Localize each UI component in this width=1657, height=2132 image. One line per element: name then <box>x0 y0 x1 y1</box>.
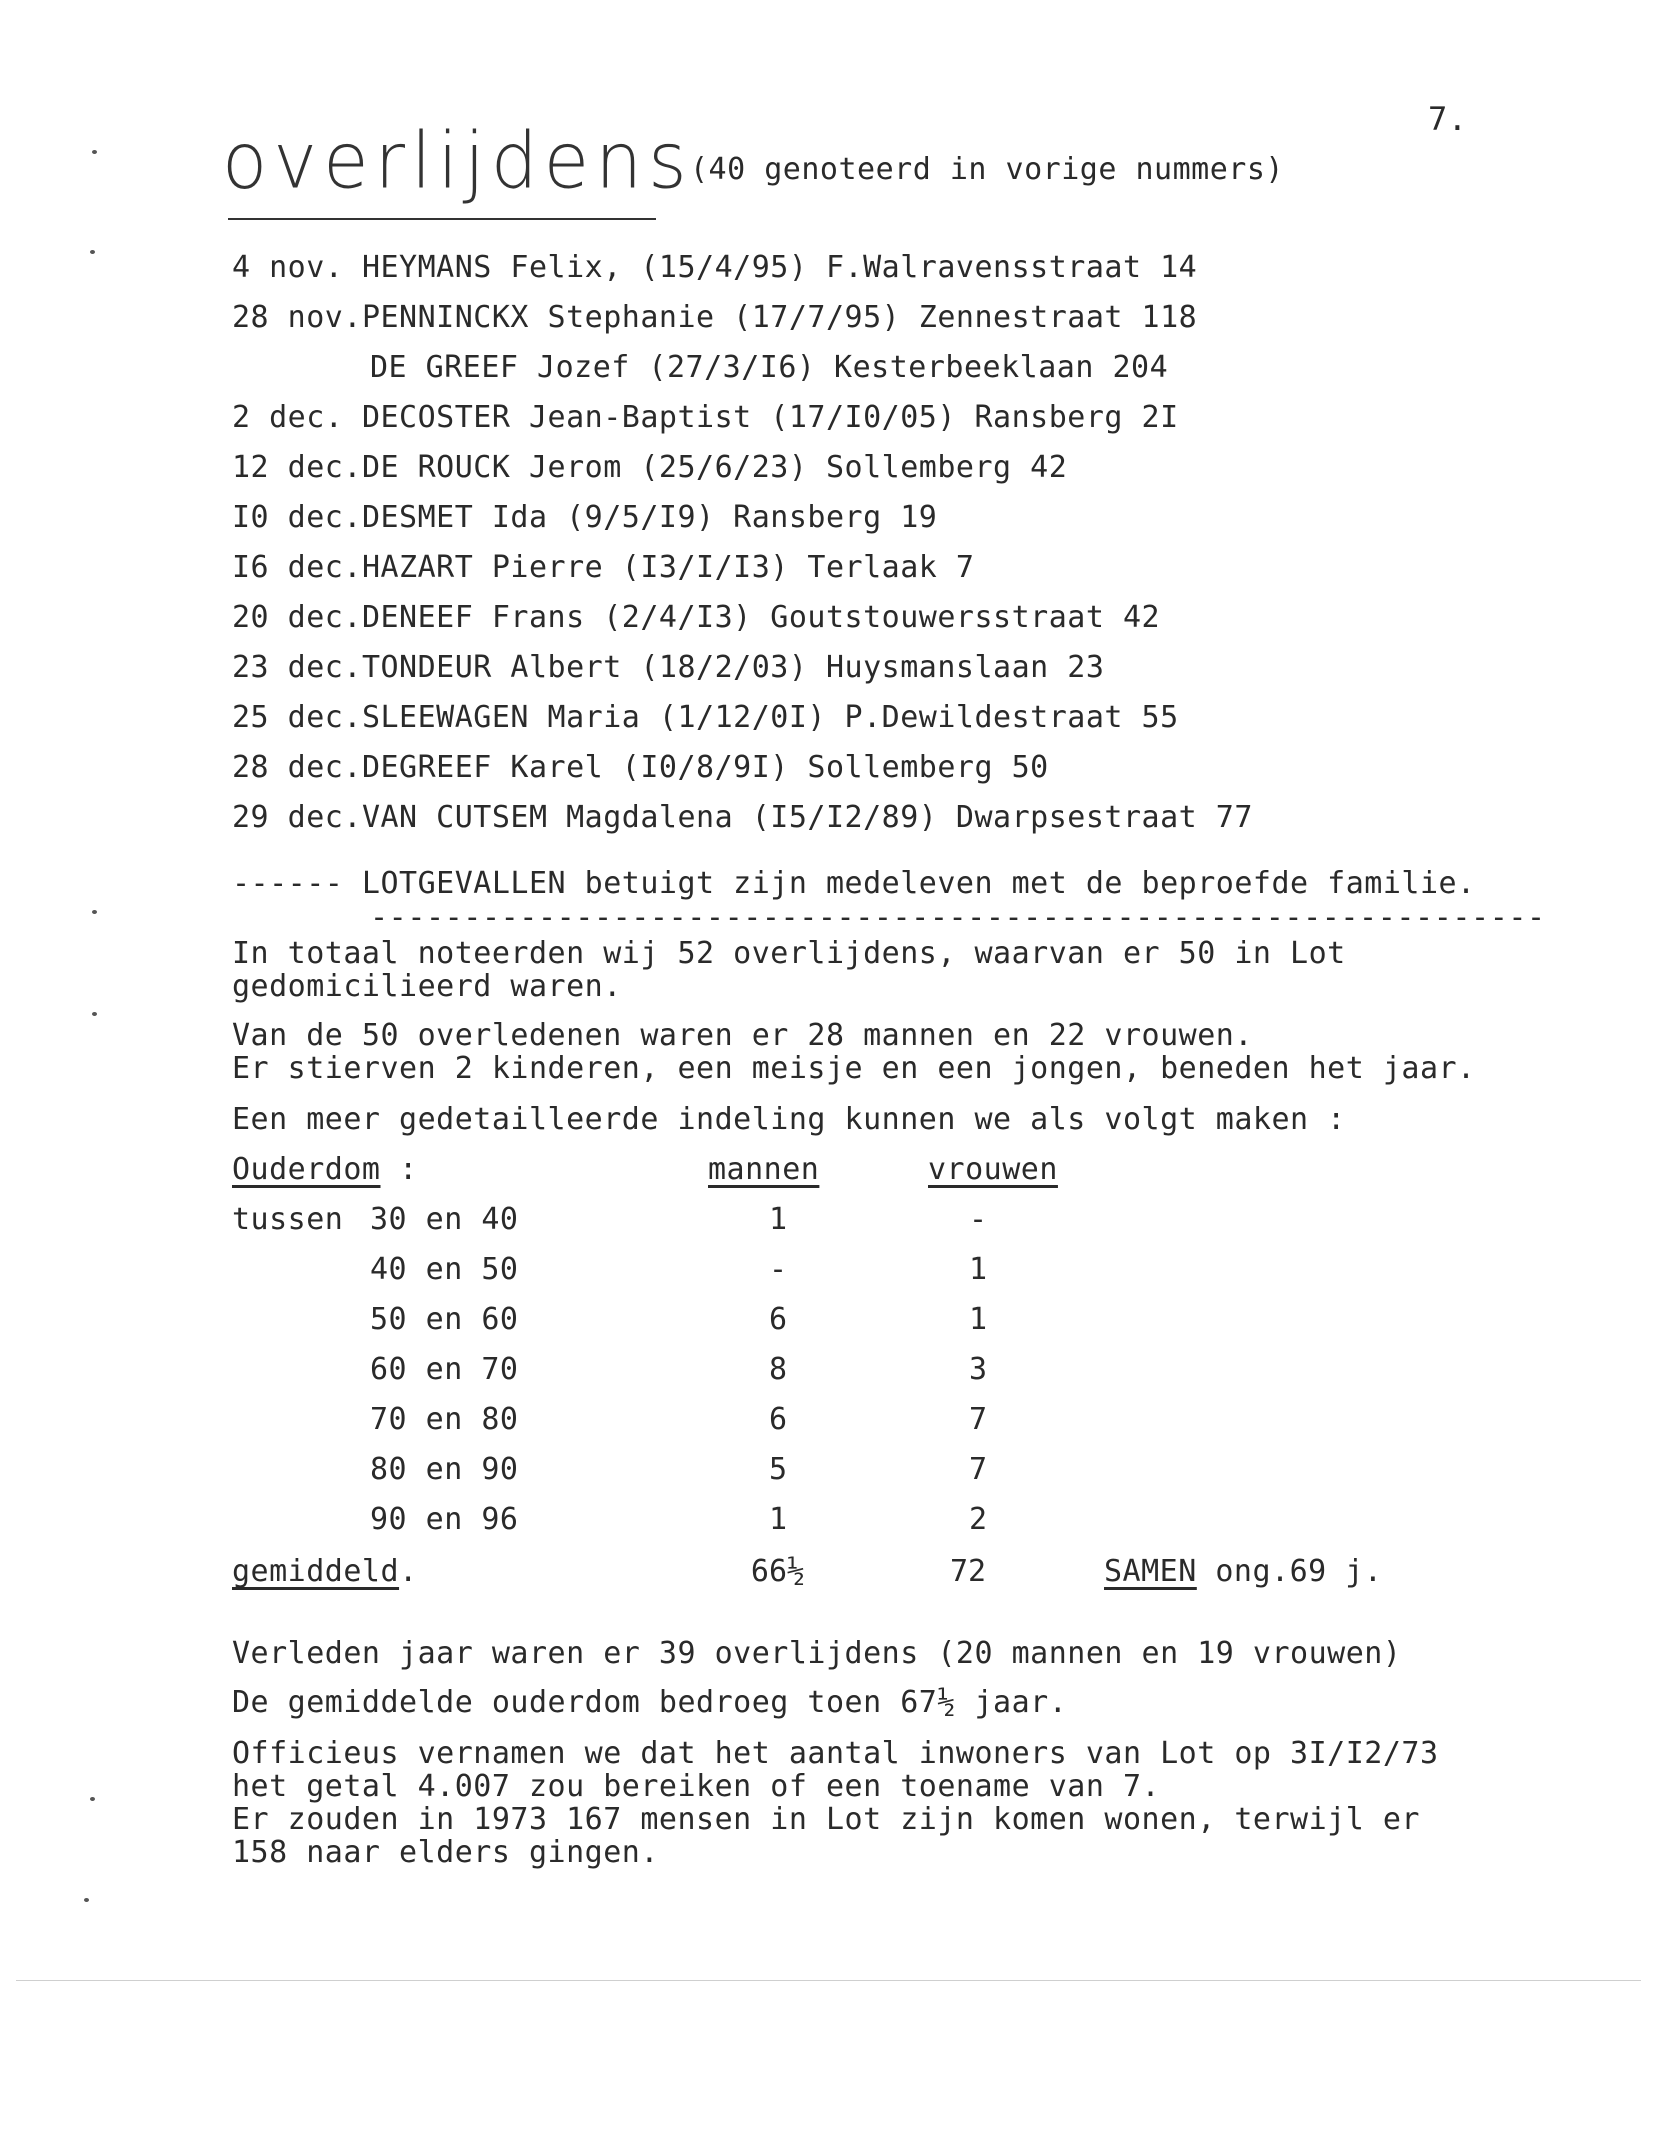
list-item <box>232 700 1179 735</box>
entry-text: DECOSTER Jean-Baptist (17/I0/05) Ransberg 2I <box>361 400 1179 435</box>
average-label: gemiddeld. <box>232 1554 418 1589</box>
entry-date: 4 nov. <box>232 250 344 285</box>
entry-text: HAZART Pierre (I3/I/I3) Terlaak 7 <box>361 550 975 585</box>
age-prefix: tussen <box>232 1202 344 1237</box>
list-item <box>232 500 937 535</box>
dashed-divider: --------------------------------------------------------------- <box>370 900 1546 935</box>
list-item <box>232 250 1197 285</box>
entry-text: DE ROUCK Jerom (25/6/23) Sollemberg 42 <box>361 450 1068 485</box>
entry-text: DE GREEF Jozef (27/3/I6) Kesterbeeklaan 204 <box>370 350 1169 385</box>
age-range: 40 en 50 <box>370 1252 519 1287</box>
scan-speck <box>90 1797 95 1801</box>
scan-speck <box>84 1898 89 1902</box>
entry-date: 28 dec. <box>232 750 362 785</box>
list-item <box>232 400 1179 435</box>
entry-date: 12 dec. <box>232 450 362 485</box>
women-count: 1 <box>968 1302 988 1337</box>
average-men: 66½ <box>750 1554 806 1589</box>
men-count: 6 <box>768 1302 788 1337</box>
men-count: 1 <box>768 1202 788 1237</box>
men-count: 6 <box>768 1402 788 1437</box>
age-range: 90 en 96 <box>370 1502 519 1537</box>
women-count: 1 <box>968 1252 988 1287</box>
entry-text: PENNINCKX Stephanie (17/7/95) Zennestraat 118 <box>361 300 1198 335</box>
age-range: 70 en 80 <box>370 1402 519 1437</box>
entry-text: DENEEF Frans (2/4/I3) Goutstouwersstraat 42 <box>361 600 1161 635</box>
entry-date: 2 dec. <box>232 400 344 435</box>
list-item <box>232 800 1253 835</box>
title-underline <box>228 218 656 220</box>
age-range: 80 en 90 <box>370 1452 519 1487</box>
entry-text: TONDEUR Albert (18/2/03) Huysmanslaan 23 <box>361 650 1105 685</box>
entry-date: 20 dec. <box>232 600 362 635</box>
average-age-text: De gemiddelde ouderdom bedroeg toen 67½ jaar. <box>232 1685 1068 1720</box>
summary-gender-line-1: Van de 50 overledenen waren er 28 mannen en 22 vrouwen. <box>232 1018 1253 1053</box>
women-count: - <box>968 1202 988 1237</box>
entry-date: 29 dec. <box>232 800 362 835</box>
women-count: 7 <box>968 1402 988 1437</box>
men-column-header: mannen <box>708 1152 820 1187</box>
entry-date: 28 nov. <box>232 300 362 335</box>
men-count: 8 <box>768 1352 788 1387</box>
age-range: 50 en 60 <box>370 1302 519 1337</box>
women-count: 3 <box>968 1352 988 1387</box>
women-count: 7 <box>968 1452 988 1487</box>
summary-total-line-1: In totaal noteerden wij 52 overlijdens, waarvan er 50 in Lot <box>232 936 1346 971</box>
entry-date: 25 dec. <box>232 700 362 735</box>
scan-speck <box>92 910 97 914</box>
list-item <box>232 300 1197 335</box>
page-subtitle: (40 genoteerd in vorige nummers) <box>690 152 1284 187</box>
entry-text: DEGREEF Karel (I0/8/9I) Sollemberg 50 <box>361 750 1049 785</box>
list-item <box>232 450 1067 485</box>
list-item <box>232 550 974 585</box>
age-column-header: Ouderdom : <box>232 1152 418 1187</box>
men-count: 5 <box>768 1452 788 1487</box>
entry-date: 23 dec. <box>232 650 362 685</box>
men-count: - <box>768 1252 788 1287</box>
population-line-3: Er zouden in 1973 167 mensen in Lot zijn komen wonen, terwijl er <box>232 1802 1420 1837</box>
scan-edge-line <box>16 1980 1641 1981</box>
age-range: 60 en 70 <box>370 1352 519 1387</box>
page-number: 7. <box>1428 100 1468 138</box>
men-count: 1 <box>768 1502 788 1537</box>
summary-gender-line-2: Er stierven 2 kinderen, een meisje en een jongen, beneden het jaar. <box>232 1051 1476 1086</box>
last-year-text: Verleden jaar waren er 39 overlijdens (20 mannen en 19 vrouwen) <box>232 1636 1402 1671</box>
average-women: 72 <box>949 1554 987 1589</box>
summary-total-line-2: gedomicilieerd waren. <box>232 969 622 1004</box>
list-item <box>232 750 1049 785</box>
entry-date: I6 dec. <box>232 550 362 585</box>
women-column-header: vrouwen <box>928 1152 1058 1187</box>
women-count: 2 <box>968 1502 988 1537</box>
population-line-4: 158 naar elders gingen. <box>232 1835 659 1870</box>
condolence-note: ------ LOTGEVALLEN betuigt zijn medeleven met de beproefde familie. <box>232 866 1476 901</box>
population-line-2: het getal 4.007 zou bereiken of een toename van 7. <box>232 1769 1161 1804</box>
list-item <box>370 350 1168 385</box>
scan-speck <box>92 1012 97 1016</box>
average-total: SAMEN ong.69 j. <box>1104 1554 1383 1589</box>
entry-text: HEYMANS Felix, (15/4/95) F.Walravensstraat 14 <box>361 250 1198 285</box>
entry-text: VAN CUTSEM Magdalena (I5/I2/89) Dwarpsestraat 77 <box>361 800 1253 835</box>
entry-text: SLEEWAGEN Maria (1/12/0I) P.Dewildestraat 55 <box>361 700 1179 735</box>
page-title: overlijdens <box>222 115 693 207</box>
population-line-1: Officieus vernamen we dat het aantal inwoners van Lot op 3I/I2/73 <box>232 1736 1439 1771</box>
entry-text: DESMET Ida (9/5/I9) Ransberg 19 <box>361 500 938 535</box>
scan-speck <box>90 250 95 254</box>
entry-date: I0 dec. <box>232 500 362 535</box>
summary-intro: Een meer gedetailleerde indeling kunnen we als volgt maken : <box>232 1102 1346 1137</box>
scan-speck <box>92 150 97 154</box>
list-item <box>232 650 1104 685</box>
list-item <box>232 600 1160 635</box>
age-range: 30 en 40 <box>370 1202 519 1237</box>
